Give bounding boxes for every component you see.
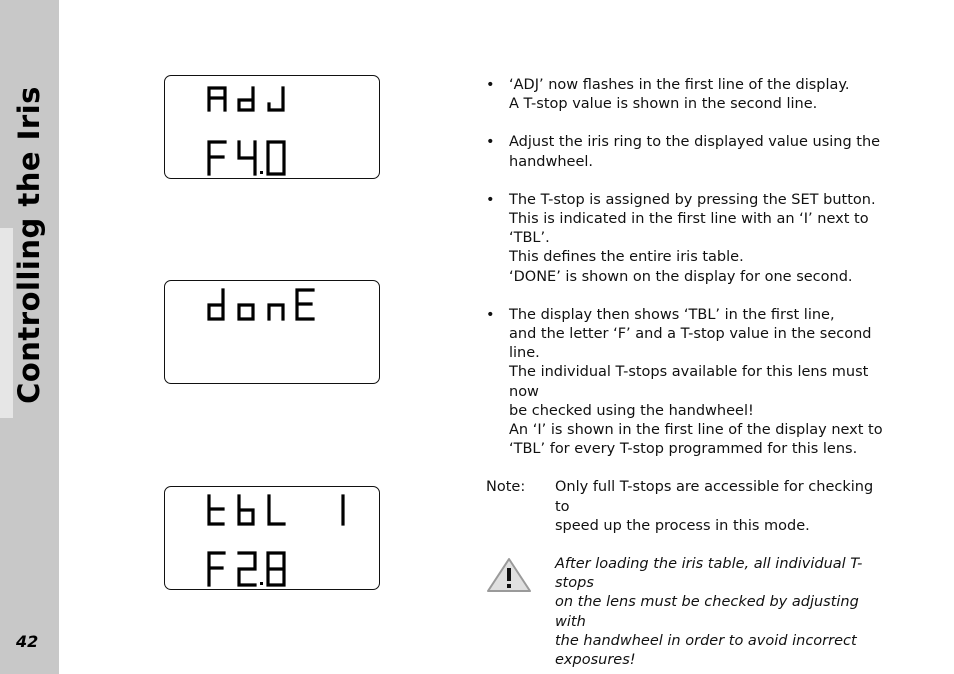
bullet-line: be checked using the handwheel!	[509, 402, 754, 419]
section-title: Controlling the Iris	[12, 86, 46, 404]
lcd-display-tbl	[164, 486, 380, 590]
bullet-line: ‘TBL’ for every T-stop programmed for this lens.	[509, 441, 858, 458]
bullet-line: The individual T-stops available for this lens must now	[509, 364, 869, 400]
bullet-line: The T-stop is assigned by pressing the SET button.	[509, 191, 876, 208]
instruction-text	[486, 76, 886, 670]
note-line: speed up the process in this mode.	[555, 517, 810, 534]
lcd-display-adj	[164, 75, 380, 179]
bullet-line: Adjust the iris ring to the displayed value using the	[509, 134, 881, 151]
lcd-display-done	[164, 280, 380, 384]
note-block	[486, 478, 886, 536]
bullet-line: This is indicated in the first line with an ‘I’ next to ‘TBL’.	[509, 211, 869, 247]
lcd-segments-adj	[165, 76, 381, 180]
bullet-dot: •	[486, 134, 495, 151]
bullet-line: A T-stop value is shown in the second line.	[509, 96, 818, 113]
bullet-item	[486, 191, 886, 287]
bullet-item	[486, 76, 886, 114]
warning-triangle-icon	[486, 557, 532, 599]
bullet-dot: •	[486, 306, 495, 323]
warning-line: the handwheel in order to avoid incorrect	[555, 632, 857, 649]
page-number: 42	[16, 632, 39, 651]
lcd-segments-tbl	[165, 487, 381, 591]
bullet-dot: •	[486, 77, 495, 93]
note-line: Only full T-stops are accessible for checking to	[555, 479, 874, 515]
warning-line: exposures!	[555, 652, 636, 669]
bullet-item	[486, 133, 886, 171]
bullet-line: An ‘I’ is shown in the first line of the display next to	[509, 422, 883, 439]
bullet-dot: •	[486, 191, 495, 208]
bullet-line: The display then shows ‘TBL’ in the first line,	[509, 306, 835, 323]
warning-line: After loading the iris table, all individual T-stops	[555, 556, 863, 592]
bullet-line: ‘DONE’ is shown on the display for one second.	[509, 268, 853, 285]
note-label: Note:	[486, 479, 526, 496]
bullet-item	[486, 306, 886, 460]
bullet-line: This defines the entire iris table.	[509, 249, 744, 266]
bullet-line: and the letter ‘F’ and a T-stop value in the second line.	[509, 326, 872, 362]
bullet-line: handwheel.	[509, 153, 593, 170]
lcd-segments-done	[165, 281, 381, 385]
sidebar	[0, 0, 59, 674]
bullet-line: ‘ADJ’ now flashes in the first line of the display.	[509, 77, 850, 93]
warning-block	[486, 555, 886, 670]
warning-line: on the lens must be checked by adjusting with	[555, 594, 859, 630]
